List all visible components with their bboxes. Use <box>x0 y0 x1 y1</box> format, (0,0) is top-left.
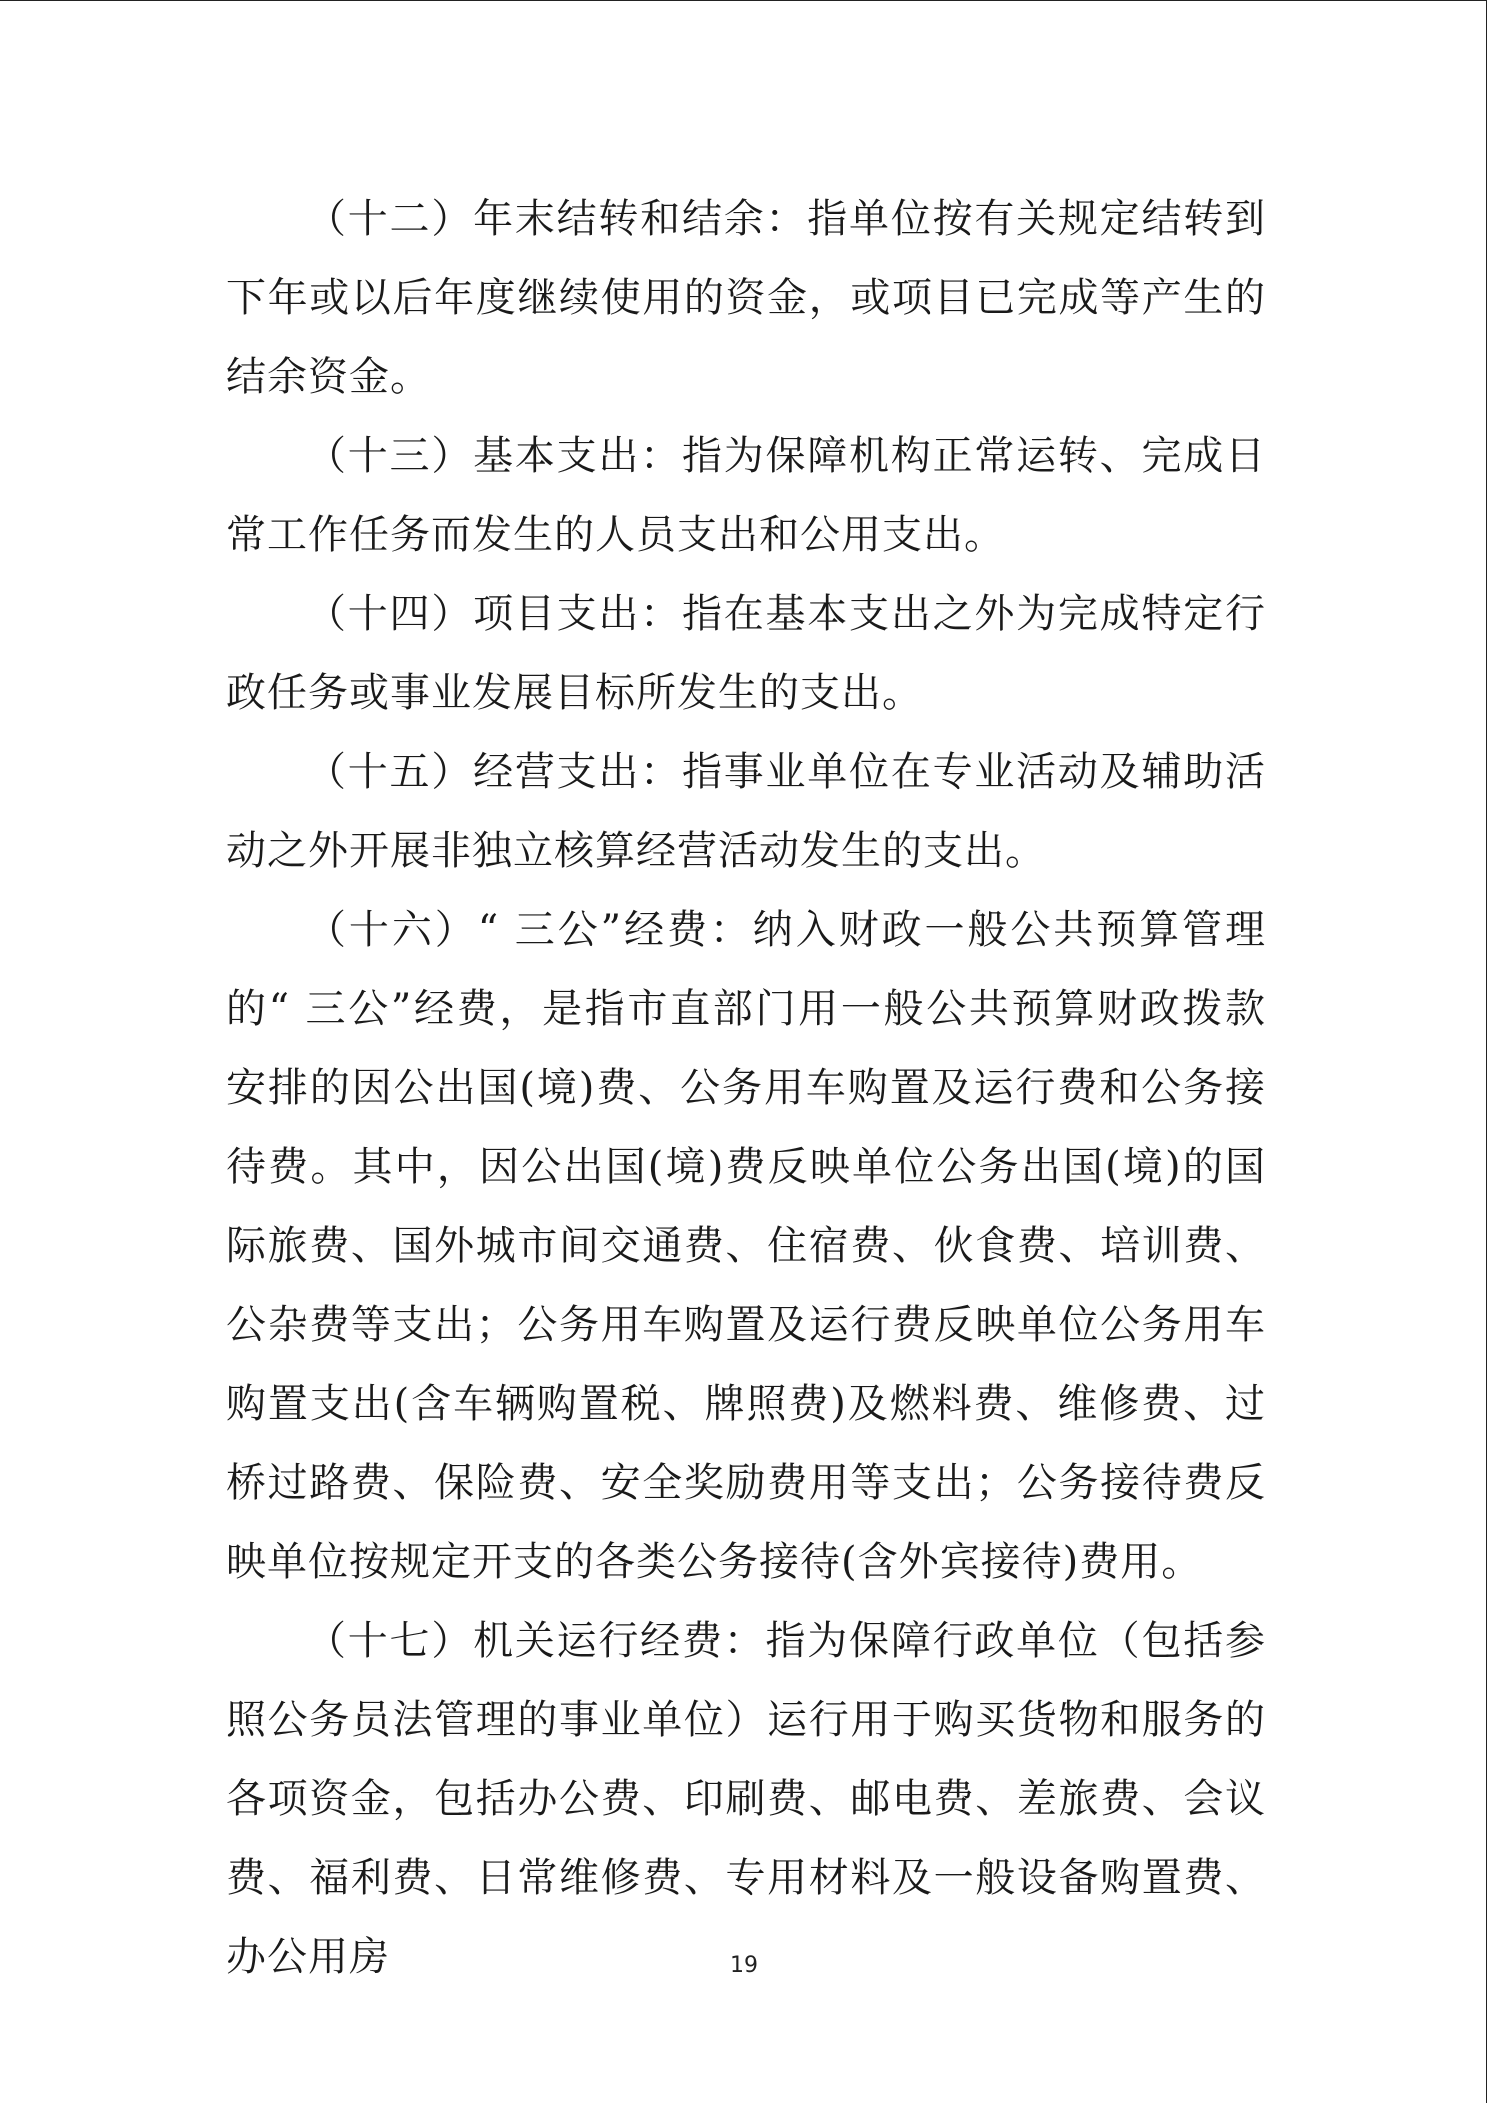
paragraph-basic-expenditure: （十三）基本支出：指为保障机构正常运转、完成日常工作任务而发生的人员支出和公用支出。 <box>226 433 1266 558</box>
paragraph-agency-operating-funds: （十七）机关运行经费：指为保障行政单位（包括参照公务员法管理的事业单位）运行用于购买货物和服务的各项资金，包括办公费、印刷费、邮电费、差旅费、会议费、福利费、日常维修费、专用材料及一般设备购置费、办公用房 <box>226 1618 1266 1980</box>
paragraph-operating-expenditure: （十五）经营支出：指事业单位在专业活动及辅助活动之外开展非独立核算经营活动发生的支出。 <box>226 749 1266 874</box>
page-number: 19 <box>730 1953 758 1978</box>
paragraph-year-end-carryover: （十二）年末结转和结余：指单位按有关规定结转到下年或以后年度继续使用的资金，或项目已完成等产生的结余资金。 <box>226 196 1266 400</box>
document-body <box>226 180 1266 1997</box>
paragraph-three-public-expenses: （十六）“ 三公”经费：纳入财政一般公共预算管理的“ 三公”经费，是指市直部门用一般公共预算财政拨款安排的因公出国(境)费、公务用车购置及运行费和公务接待费。其中，因公出国(境)费反映单位公务出国(境)的国际旅费、国外城市间交通费、住宿费、伙食费、培训费、公杂费等支出；公务用车购置及运行费反映单位公务用车购置支出(含车辆购置税、牌照费)及燃料费、维修费、过桥过路费、保险费、安全奖励费用等支出；公务接待费反映单位按规定开支的各类公务接待(含外宾接待)费用。 <box>226 907 1266 1585</box>
paragraph-project-expenditure: （十四）项目支出：指在基本支出之外为完成特定行政任务或事业发展目标所发生的支出。 <box>226 591 1266 716</box>
